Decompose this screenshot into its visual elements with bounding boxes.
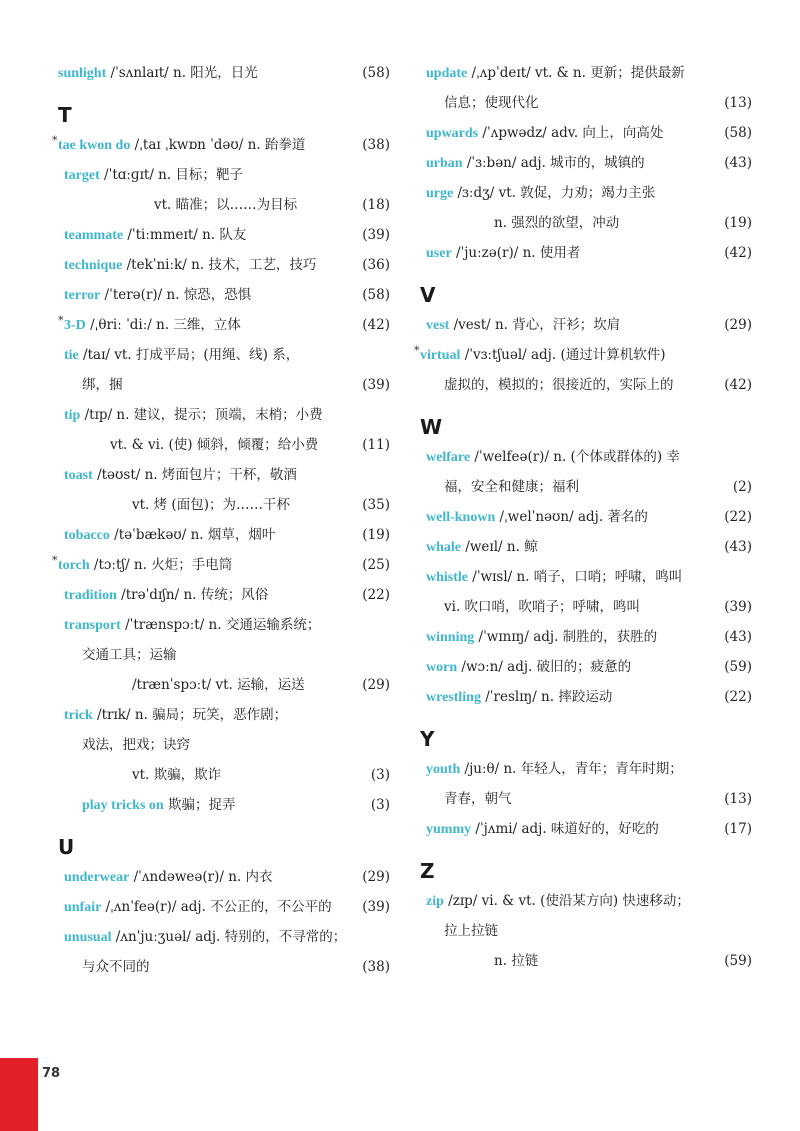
definition: /juːθ/ n. 年轻人，青年；青年时期； [460, 761, 683, 777]
entry-well-known [420, 502, 752, 532]
headword: wrestling [426, 690, 481, 705]
definition: /ˈtrænspɔːt/ n. 交通运输系统； [120, 617, 321, 633]
headword: tie [64, 348, 79, 363]
unit-number: (58) [362, 65, 390, 81]
entry-tip [58, 400, 390, 460]
entry-underwear [58, 862, 390, 892]
section-letter-w: W [420, 415, 443, 439]
unit-number: (11) [362, 437, 390, 453]
definition: /ʌnˈjuːʒuəl/ adj. 特别的，不寻常的； [111, 929, 347, 945]
entry-toast [58, 460, 390, 520]
unit-number: (39) [724, 599, 752, 615]
headword: technique [64, 258, 123, 273]
unit-number: (43) [724, 155, 752, 171]
definition-cont: 虚拟的，模拟的；很接近的，实际上的 [444, 377, 674, 393]
entry-tie [58, 340, 390, 400]
definition: /ˈwɪnɪŋ/ adj. 制胜的，获胜的 [474, 629, 658, 645]
definition-cont: n. 强烈的欲望，冲动 [494, 215, 620, 231]
definition: /ˈjuːzə(r)/ n. 使用者 [451, 245, 581, 261]
unit-number: (19) [362, 527, 390, 543]
unit-number: (58) [724, 125, 752, 141]
headword: upwards [426, 126, 479, 141]
entry-welfare [420, 442, 752, 502]
entry-yummy [420, 814, 752, 844]
definition: 欺骗；捉弄 [163, 797, 236, 813]
headword: toast [64, 468, 93, 483]
entry-tobacco [58, 520, 390, 550]
section-letter-y: Y [420, 727, 435, 751]
definition: /ˈʌndəweə(r)/ n. 内衣 [129, 869, 273, 885]
entry-urge [420, 178, 752, 238]
definition: /vest/ n. 背心，汗衫；坎肩 [449, 317, 621, 333]
definition: /taɪ/ vt. 打成平局；(用绳、线) 系， [78, 347, 300, 363]
definition: /ˈwɪsl/ n. 哨子，口哨；呼啸，鸣叫 [468, 569, 683, 585]
star-mark: * [52, 554, 58, 567]
definition: /ˌtaɪ ˌkwɒn ˈdəʊ/ n. 跆拳道 [130, 137, 306, 153]
definition-cont: /trænˈspɔːt/ vt. 运输，运送 [132, 677, 305, 693]
entry-trick [58, 700, 390, 790]
headword: tip [64, 408, 81, 423]
unit-number: (39) [362, 227, 390, 243]
section-letter-t: T [58, 103, 72, 127]
unit-number: (42) [724, 377, 752, 393]
headword: winning [426, 630, 475, 645]
definition: /ˈɜːbən/ adj. 城市的，城镇的 [462, 155, 645, 171]
headword: trick [64, 708, 93, 723]
unit-number: (43) [724, 539, 752, 555]
entry-transport [58, 610, 390, 700]
unit-number: (22) [724, 689, 752, 705]
right-column [414, 58, 752, 976]
entry-zip [420, 886, 752, 976]
unit-number: (19) [724, 215, 752, 231]
unit-number: (29) [362, 869, 390, 885]
entry-winning [420, 622, 752, 652]
entry-terror [58, 280, 390, 310]
unit-number: (36) [362, 257, 390, 273]
headword: update [426, 66, 468, 81]
headword: unfair [64, 900, 102, 915]
unit-number: (25) [362, 557, 390, 573]
headword: teammate [64, 228, 124, 243]
definition-cont: vt. 烤 (面包)；为……干杯 [132, 497, 290, 513]
entry-virtual [414, 340, 752, 400]
unit-number: (39) [362, 899, 390, 915]
definition-cont: 青春，朝气 [444, 791, 512, 807]
unit-number: (13) [724, 95, 752, 111]
entry-sunlight [58, 58, 390, 88]
unit-number: (13) [724, 791, 752, 807]
headword: urban [426, 156, 463, 171]
entry-tae-kwon-do [52, 130, 390, 160]
definition: /wɔːn/ adj. 破旧的；疲惫的 [457, 659, 632, 675]
unit-number: (42) [724, 245, 752, 261]
definition-cont: 戏法，把戏；诀窍 [82, 737, 190, 753]
headword: vest [426, 318, 450, 333]
star-mark: * [414, 344, 420, 357]
section-letter-v: V [420, 283, 436, 307]
definition: /ˌʌnˈfeə(r)/ adj. 不公正的，不公平的 [101, 899, 332, 915]
unit-number: (22) [362, 587, 390, 603]
definition: /ˈtiːmmeɪt/ n. 队友 [123, 227, 247, 243]
headword: tradition [64, 588, 117, 603]
definition-cont: 信息；使现代化 [444, 95, 539, 111]
entry-vest [420, 310, 752, 340]
unit-number: (39) [362, 377, 390, 393]
definition-cont: vt. 欺骗，欺诈 [132, 767, 222, 783]
definition: /təʊst/ n. 烤面包片；干杯，敬酒 [92, 467, 297, 483]
headword: worn [426, 660, 458, 675]
unit-number: (38) [362, 959, 390, 975]
unit-number: (59) [724, 953, 752, 969]
definition-cont: vi. 吹口哨，吹哨子；呼啸，鸣叫 [444, 599, 641, 615]
headword: whistle [426, 570, 468, 585]
definition: /trɪk/ n. 骗局；玩笑，恶作剧； [92, 707, 288, 723]
unit-number: (43) [724, 629, 752, 645]
unit-number: (35) [362, 497, 390, 513]
unit-number: (3) [370, 797, 390, 813]
unit-number: (22) [724, 509, 752, 525]
entry-teammate [58, 220, 390, 250]
definition: /ˌʌpˈdeɪt/ vt. & n. 更新；提供最新 [467, 65, 685, 81]
definition-cont: 福，安全和健康；福利 [444, 479, 579, 495]
headword: urge [426, 186, 454, 201]
star-mark: * [58, 314, 64, 327]
entry-upwards [420, 118, 752, 148]
unit-number: (3) [370, 767, 390, 783]
definition: /tɔːtʃ/ n. 火炬；手电筒 [89, 557, 233, 573]
definition: /weɪl/ n. 鲸 [461, 539, 538, 555]
unit-number: (2) [732, 479, 752, 495]
section-letter-u: U [58, 835, 75, 859]
definition-cont: vt. 瞄准；以……为目标 [154, 197, 298, 213]
headword: underwear [64, 870, 130, 885]
definition: /ˈtɑːɡɪt/ n. 目标；靶子 [99, 167, 243, 183]
entry-user [420, 238, 752, 268]
headword: sunlight [58, 66, 107, 81]
entry-unusual [58, 922, 390, 982]
page-corner-tab [0, 1058, 38, 1131]
definition: /ˈwelfeə(r)/ n. (个体或群体的) 幸 [470, 449, 680, 465]
headword: youth [426, 762, 461, 777]
entry-3d [58, 310, 390, 340]
definition: /ˌwelˈnəʊn/ adj. 著名的 [495, 509, 648, 525]
entry-update [420, 58, 752, 118]
star-mark: * [52, 134, 58, 147]
definition: /tɪp/ n. 建议，提示；顶端，末梢；小费 [80, 407, 323, 423]
headword: unusual [64, 930, 112, 945]
unit-number: (29) [362, 677, 390, 693]
headword: tae kwon do [58, 138, 131, 153]
definition-cont: 拉上拉链 [444, 923, 498, 939]
entry-tradition [58, 580, 390, 610]
definition: /ˈvɜːtʃuəl/ adj. (通过计算机软件) [460, 347, 666, 363]
headword: well-known [426, 510, 496, 525]
unit-number: (18) [362, 197, 390, 213]
definition: /ˌθriː ˈdiː/ n. 三维，立体 [85, 317, 241, 333]
headword: play tricks on [82, 798, 164, 813]
headword: yummy [426, 822, 472, 837]
left-column [52, 58, 390, 982]
headword: virtual [420, 348, 461, 363]
unit-number: (17) [724, 821, 752, 837]
definition: /zɪp/ vi. & vt. (使沿某方向) 快速移动； [443, 893, 690, 909]
page-number: 78 [42, 1066, 61, 1081]
unit-number: (59) [724, 659, 752, 675]
headword: target [64, 168, 100, 183]
definition: /tekˈniːk/ n. 技术，工艺，技巧 [122, 257, 317, 273]
entry-wrestling [420, 682, 752, 712]
headword: tobacco [64, 528, 110, 543]
headword: zip [426, 894, 444, 909]
entry-youth [420, 754, 752, 814]
definition: /ˈʌpwədz/ adv. 向上，向高处 [478, 125, 664, 141]
unit-number: (29) [724, 317, 752, 333]
definition-cont: 交通工具；运输 [82, 647, 177, 663]
definition-cont: 绑，捆 [82, 377, 123, 393]
unit-number: (42) [362, 317, 390, 333]
section-letter-z: Z [420, 859, 435, 883]
entry-urban [420, 148, 752, 178]
unit-number: (58) [362, 287, 390, 303]
entry-worn [420, 652, 752, 682]
headword: whale [426, 540, 461, 555]
entry-torch [52, 550, 390, 580]
headword: 3-D [64, 318, 86, 333]
definition: /ˈjʌmi/ adj. 味道好的，好吃的 [471, 821, 659, 837]
entry-unfair [58, 892, 390, 922]
definition: /ˈreslɪŋ/ n. 摔跤运动 [480, 689, 613, 705]
headword: transport [64, 618, 121, 633]
entry-play-tricks-on [58, 790, 390, 820]
definition: /ɜːdʒ/ vt. 敦促，力劝；竭力主张 [453, 185, 656, 201]
definition: /ˈterə(r)/ n. 惊恐，恐惧 [100, 287, 252, 303]
definition-cont: 与众不同的 [82, 959, 150, 975]
definition-cont: n. 拉链 [494, 953, 539, 969]
definition-cont: vt. & vi. (使) 倾斜，倾覆；给小费 [110, 437, 319, 453]
definition: /trəˈdɪʃn/ n. 传统；风俗 [116, 587, 269, 603]
entry-target [58, 160, 390, 220]
headword: welfare [426, 450, 471, 465]
definition: /ˈsʌnlaɪt/ n. 阳光，日光 [106, 65, 258, 81]
entry-technique [58, 250, 390, 280]
definition: /təˈbækəʊ/ n. 烟草，烟叶 [109, 527, 276, 543]
entry-whistle [420, 562, 752, 622]
entry-whale [420, 532, 752, 562]
headword: torch [58, 558, 90, 573]
unit-number: (38) [362, 137, 390, 153]
headword: terror [64, 288, 101, 303]
headword: user [426, 246, 452, 261]
